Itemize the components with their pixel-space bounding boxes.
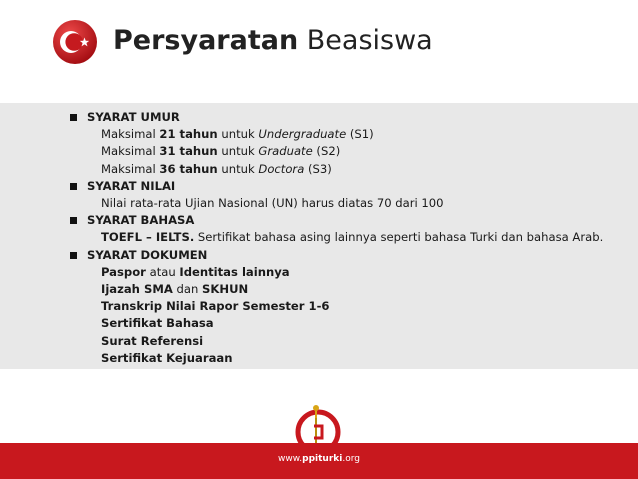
footer-url-prefix: www.: [278, 454, 303, 464]
list-item: [67, 195, 603, 212]
item-text: Nilai rata-rata Ujian Nasional (UN) harus diatas 70 dari 100: [101, 196, 444, 211]
item-text: (S3): [304, 161, 332, 176]
slide-header: [0, 0, 638, 95]
footer-url-domain: ppiturki: [302, 454, 343, 464]
item-text: untuk: [217, 144, 259, 159]
item-text: Sertifikat Kejuaraan: [101, 350, 233, 365]
item-text: Undergraduate: [258, 127, 347, 142]
item-text: (S2): [312, 144, 341, 159]
footer-url-suffix: .org: [342, 454, 360, 464]
item-text: 21 tahun: [159, 127, 218, 142]
item-text: Sertifikat Bahasa: [101, 316, 214, 331]
item-text: atau: [145, 264, 180, 279]
section-heading: [67, 109, 603, 126]
item-text: Doctora: [258, 161, 305, 176]
list-item: [67, 143, 603, 160]
square-bullet-icon: [70, 217, 77, 224]
list-item: [67, 126, 603, 143]
section-heading-label: SYARAT BAHASA: [87, 213, 195, 228]
list-item: [67, 350, 603, 367]
section-heading: [67, 178, 603, 195]
item-text: Graduate: [258, 144, 313, 159]
item-text: dan: [172, 282, 203, 297]
item-text: Transkrip Nilai Rapor Semester 1-6: [101, 299, 330, 314]
list-item: [67, 229, 603, 246]
title-bold: Persyaratan: [113, 25, 299, 56]
item-text: Maksimal: [101, 161, 160, 176]
item-text: SKHUN: [202, 282, 249, 297]
footer-website[interactable]: [0, 454, 638, 464]
item-text: 31 tahun: [159, 144, 218, 159]
list-item: [67, 281, 603, 298]
list-item: [67, 161, 603, 178]
section-heading-label: SYARAT DOKUMEN: [87, 247, 208, 262]
item-text: (S1): [346, 127, 374, 142]
item-text: Surat Referensi: [101, 333, 204, 348]
requirements-list: [67, 109, 603, 367]
item-text: 36 tahun: [159, 161, 218, 176]
section-heading: [67, 212, 603, 229]
list-item: [67, 333, 603, 350]
list-item: [67, 315, 603, 332]
item-text: untuk: [217, 127, 259, 142]
item-text: Sertifikat bahasa asing lainnya seperti bahasa Turki dan bahasa Arab.: [194, 230, 604, 245]
square-bullet-icon: [70, 252, 77, 259]
page-title: [113, 24, 433, 58]
item-text: Maksimal: [101, 144, 160, 159]
item-text: TOEFL – IELTS.: [101, 230, 195, 245]
square-bullet-icon: [70, 183, 77, 190]
item-text: Paspor: [101, 264, 146, 279]
section-heading: [67, 247, 603, 264]
list-item: [67, 264, 603, 281]
square-bullet-icon: [70, 114, 77, 121]
item-text: Identitas lainnya: [179, 264, 290, 279]
section-heading-label: SYARAT NILAI: [87, 178, 176, 193]
section-heading-label: SYARAT UMUR: [87, 110, 180, 124]
item-text: untuk: [217, 161, 259, 176]
turkey-flag-icon: [52, 19, 98, 65]
list-item: [67, 298, 603, 315]
item-text: Maksimal: [101, 127, 160, 142]
item-text: Ijazah SMA: [101, 282, 173, 297]
title-rest: Beasiswa: [298, 25, 433, 56]
requirements-panel: [0, 103, 638, 369]
